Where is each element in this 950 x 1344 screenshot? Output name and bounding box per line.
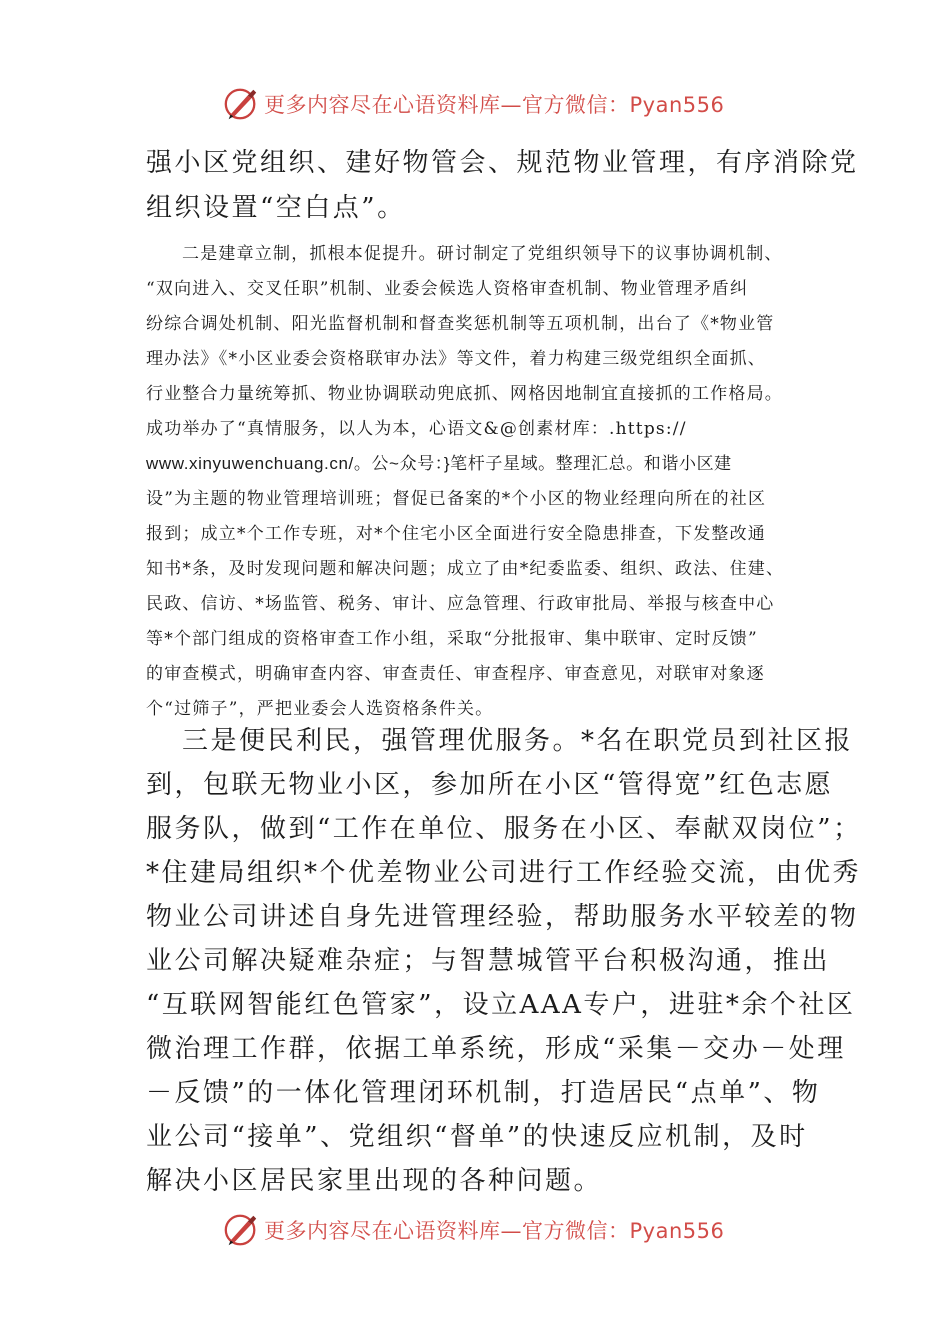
text-line: 物业公司讲述自身先进管理经验，帮助服务水平较差的物 [146, 902, 859, 932]
text-line: 民政、信访、*场监管、税务、审计、应急管理、行政审批局、举报与核查中心 [146, 594, 775, 614]
text-line: 组织设置“空白点”。 [146, 193, 406, 223]
text-line: 纷综合调处机制、阳光监督机制和督查奖惩机制等五项机制，出台了《*物业管 [146, 314, 775, 334]
text-line: “双向进入、交叉任职”机制、业委会候选人资格审查机制、物业管理矛盾纠 [146, 279, 749, 299]
text-line: 设”为主题的物业管理培训班；督促已备案的*个小区的物业经理向所在的社区 [146, 489, 767, 509]
text-line: 微治理工作群，依据工单系统，形成“采集－交办－处理 [146, 1034, 846, 1064]
pen-logo-icon [222, 1211, 260, 1249]
text-line: 的审查模式，明确审查内容、审查责任、审查程序、审查意见，对联审对象逐 [146, 664, 765, 684]
footer-banner [222, 1210, 724, 1250]
pen-logo-icon [222, 85, 260, 123]
text-line: 到，包联无物业小区，参加所在小区“管得宽”红色志愿 [146, 770, 834, 800]
text-line: 服务队，做到“工作在单位、服务在小区、奉献双岗位”； [146, 814, 862, 844]
text-line: 报到；成立*个工作专班，对*个住宅小区全面进行安全隐患排查，下发整改通 [146, 524, 766, 544]
text-line: 等*个部门组成的资格审查工作小组，采取“分批报审、集中联审、定时反馈” [146, 629, 758, 649]
text-line: “互联网智能红色管家”，设立AAA专户，进驻*余个社区 [146, 990, 856, 1020]
footer-banner-text: 更多内容尽在心语资料库—官方微信：Pyan556 [264, 1219, 725, 1243]
text-line: 行业整合力量统筹抓、物业协调联动兜底抓、网格因地制宜直接抓的工作格局。 [146, 384, 783, 404]
text-line: 解决小区居民家里出现的各种问题。 [146, 1166, 603, 1196]
text-line: 理办法》《*小区业委会资格联审办法》等文件，着力构建三级党组织全面抓、 [146, 349, 766, 369]
header-banner [222, 84, 724, 124]
text-line: 成功举办了“真情服务，以人为本，心语文&@创素材库：.https:// [146, 419, 687, 439]
text-line: 知书*条，及时发现问题和解决问题；成立了由*纪委监委、组织、政法、住建、 [146, 559, 785, 579]
text-line-mixed: www.xinyuwenchuang.cn/。公~众号：}笔杆子星域。整理汇总。和谐小区建 [146, 454, 732, 473]
text-line: 强小区党组织、建好物管会、规范物业管理，有序消除党 [146, 148, 859, 178]
text-line: 个“过筛子”，严把业委会人选资格条件关。 [146, 699, 494, 719]
text-line: *住建局组织*个优差物业公司进行工作经验交流，由优秀 [146, 858, 862, 888]
text-line: 业公司“接单”、党组织“督单”的快速反应机制，及时 [146, 1122, 808, 1152]
text-line: 二是建章立制，抓根本促提升。研讨制定了党组织领导下的议事协调机制、 [182, 244, 783, 264]
text-line: 三是便民利民，强管理优服务。*名在职党员到社区报 [182, 726, 854, 756]
text-line [146, 449, 732, 474]
text-line: －反馈”的一体化管理闭环机制，打造居民“点单”、物 [146, 1078, 821, 1108]
header-banner-text: 更多内容尽在心语资料库—官方微信：Pyan556 [264, 93, 725, 117]
text-line: 业公司解决疑难杂症；与智慧城管平台积极沟通，推出 [146, 946, 831, 976]
